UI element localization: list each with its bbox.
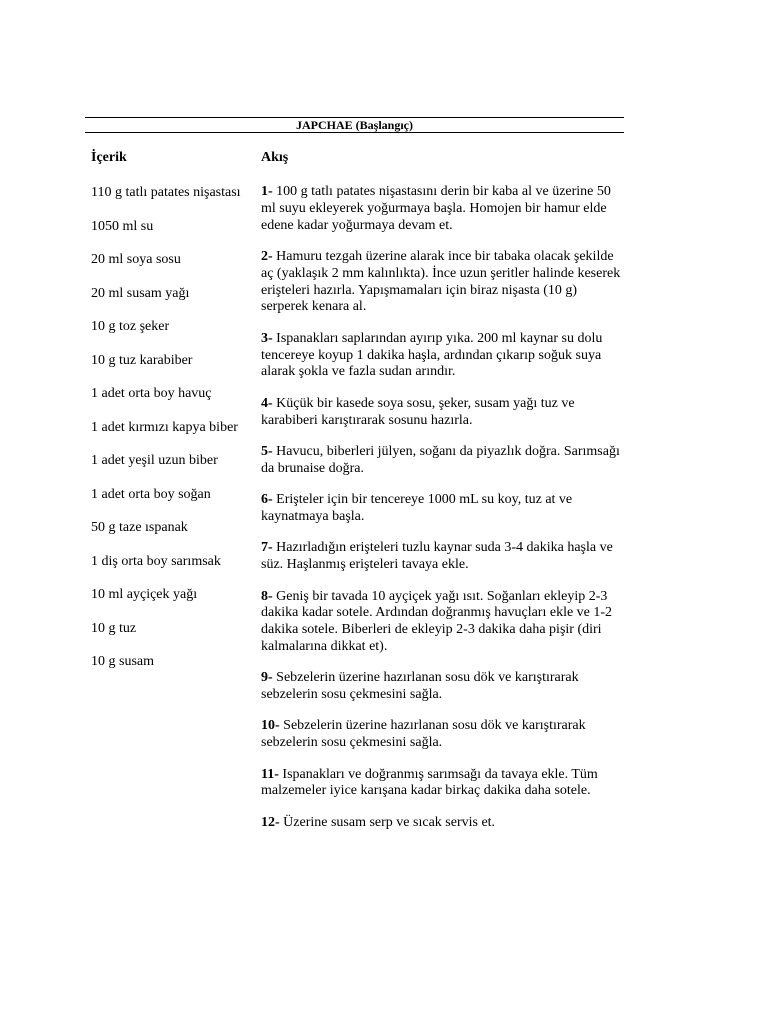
step-separator: - xyxy=(275,814,284,830)
step-number: 5 xyxy=(261,443,268,459)
ingredient-item: 1 adet yeşil uzun biber xyxy=(91,453,218,468)
step-item xyxy=(261,249,623,316)
step-item xyxy=(261,444,623,478)
ingredient-item: 10 g toz şeker xyxy=(91,319,170,334)
step-separator: - xyxy=(268,670,277,686)
ingredient-item: 1 adet orta boy soğan xyxy=(91,486,211,502)
ingredient-item: 1050 ml su xyxy=(91,218,154,234)
step-number: 2 xyxy=(261,248,268,264)
step-separator: - xyxy=(268,443,277,459)
ingredient-item: 10 g tuz xyxy=(91,620,137,636)
step-item xyxy=(261,670,623,704)
step-number: 8 xyxy=(261,588,268,604)
step-item xyxy=(261,184,623,234)
step-text: Hamuru tezgah üzerine alarak ince bir tabaka olacak şekilde aç (yaklaşık 2 mm kalınlıkta). İnce uzun şeritler halinde keserek erişteleri hazırla. Yapışmamaları için biraz nişasta (10 g) serperek kenara al. xyxy=(261,248,621,315)
step-number: 3 xyxy=(261,330,268,346)
step-separator: - xyxy=(268,492,277,508)
step-number: 12 xyxy=(261,814,275,830)
step-number: 6 xyxy=(261,492,268,508)
steps-heading: Akış xyxy=(261,150,289,165)
step-text: Sebzelerin üzerine hazırlanan sosu dök ve karıştırarak sebzelerin sosu çekmesini sağla. xyxy=(261,718,586,751)
step-item xyxy=(261,396,623,430)
step-separator: - xyxy=(275,718,284,734)
step-text: 100 g tatlı patates nişastasını derin bir kaba al ve üzerine 50 ml suyu ekleyerek yoğurmaya başla. Homojen bir hamur elde edene kadar yoğurmaya devam et. xyxy=(261,184,611,233)
step-number: 7 xyxy=(261,540,268,556)
ingredient-item: 10 g susam xyxy=(91,654,154,669)
steps-list xyxy=(261,184,623,846)
step-text: Ispanakları saplarından ayırıp yıka. 200 ml kaynar su dolu tencereye koyup 1 dakika haşla, ardından çıkarıp soğuk suya alarak şokla ve fazla sudan arındır. xyxy=(261,330,603,380)
ingredient-item: 50 g taze ıspanak xyxy=(91,520,188,535)
ingredient-item: 10 g tuz karabiber xyxy=(91,352,193,368)
step-separator: - xyxy=(268,184,277,199)
ingredient-item: 1 diş orta boy sarımsak xyxy=(91,553,221,569)
ingredients-heading: İçerik xyxy=(91,150,127,165)
ingredient-item: 20 ml susam yağı xyxy=(91,285,190,301)
step-item xyxy=(261,589,623,656)
ingredient-item: 1 adet kırmızı kapya biber xyxy=(91,419,238,435)
document-title: JAPCHAE (Başlangıç) xyxy=(296,118,413,132)
step-separator: - xyxy=(274,766,283,782)
ingredients-list xyxy=(91,184,253,687)
step-text: Hazırladığın erişteleri tuzlu kaynar suda 3-4 dakika haşla ve süz. Haşlanmış erişteleri tavaya ekle. xyxy=(261,540,613,573)
step-text: Sebzelerin üzerine hazırlanan sosu dök ve karıştırarak sebzelerin sosu çekmesini sağla. xyxy=(261,670,579,703)
step-number: 11 xyxy=(261,766,275,782)
step-separator: - xyxy=(268,395,277,411)
step-number: 10 xyxy=(261,718,275,734)
step-text: Erişteler için bir tencereye 1000 mL su koy, tuz at ve kaynatmaya başla. xyxy=(261,492,573,524)
step-item xyxy=(261,718,623,752)
ingredient-item: 1 adet orta boy havuç xyxy=(91,386,212,401)
ingredient-item: 110 g tatlı patates nişastası xyxy=(91,185,241,200)
step-item xyxy=(261,492,623,526)
step-item xyxy=(261,331,623,381)
step-item xyxy=(261,767,623,801)
step-text: Ispanakları ve doğranmış sarımsağı da tavaya ekle. Tüm malzemeler iyice karışana kadar birkaç dakika daha sotele. xyxy=(261,766,598,799)
step-number: 4 xyxy=(261,395,268,411)
step-separator: - xyxy=(268,330,277,346)
title-bar xyxy=(85,117,624,133)
step-number: 9 xyxy=(261,670,268,686)
step-text: Üzerine susam serp ve sıcak servis et. xyxy=(283,814,496,830)
step-number: 1 xyxy=(261,184,268,199)
step-separator: - xyxy=(268,540,277,556)
step-text: Küçük bir kasede soya sosu, şeker, susam yağı tuz ve karabiberi karıştırarak sosunu hazırla. xyxy=(261,395,575,428)
step-separator: - xyxy=(268,588,277,604)
step-text: Havucu, biberleri jülyen, soğanı da piyazlık doğra. Sarımsağı da brunaise doğra. xyxy=(261,443,620,476)
step-text: Geniş bir tavada 10 ayçiçek yağı ısıt. Soğanları ekleyip 2-3 dakika kadar sotele. Ardından doğranmış havuçları ekle ve 1-2 dakika sotele. Biberleri de ekleyip 2-3 dakika daha pişir (diri kalmalarına dikkat et). xyxy=(261,588,613,654)
step-separator: - xyxy=(268,248,277,264)
step-item xyxy=(261,815,623,832)
step-item xyxy=(261,540,623,574)
ingredient-item: 20 ml soya sosu xyxy=(91,252,181,267)
ingredient-item: 10 ml ayçiçek yağı xyxy=(91,587,198,602)
